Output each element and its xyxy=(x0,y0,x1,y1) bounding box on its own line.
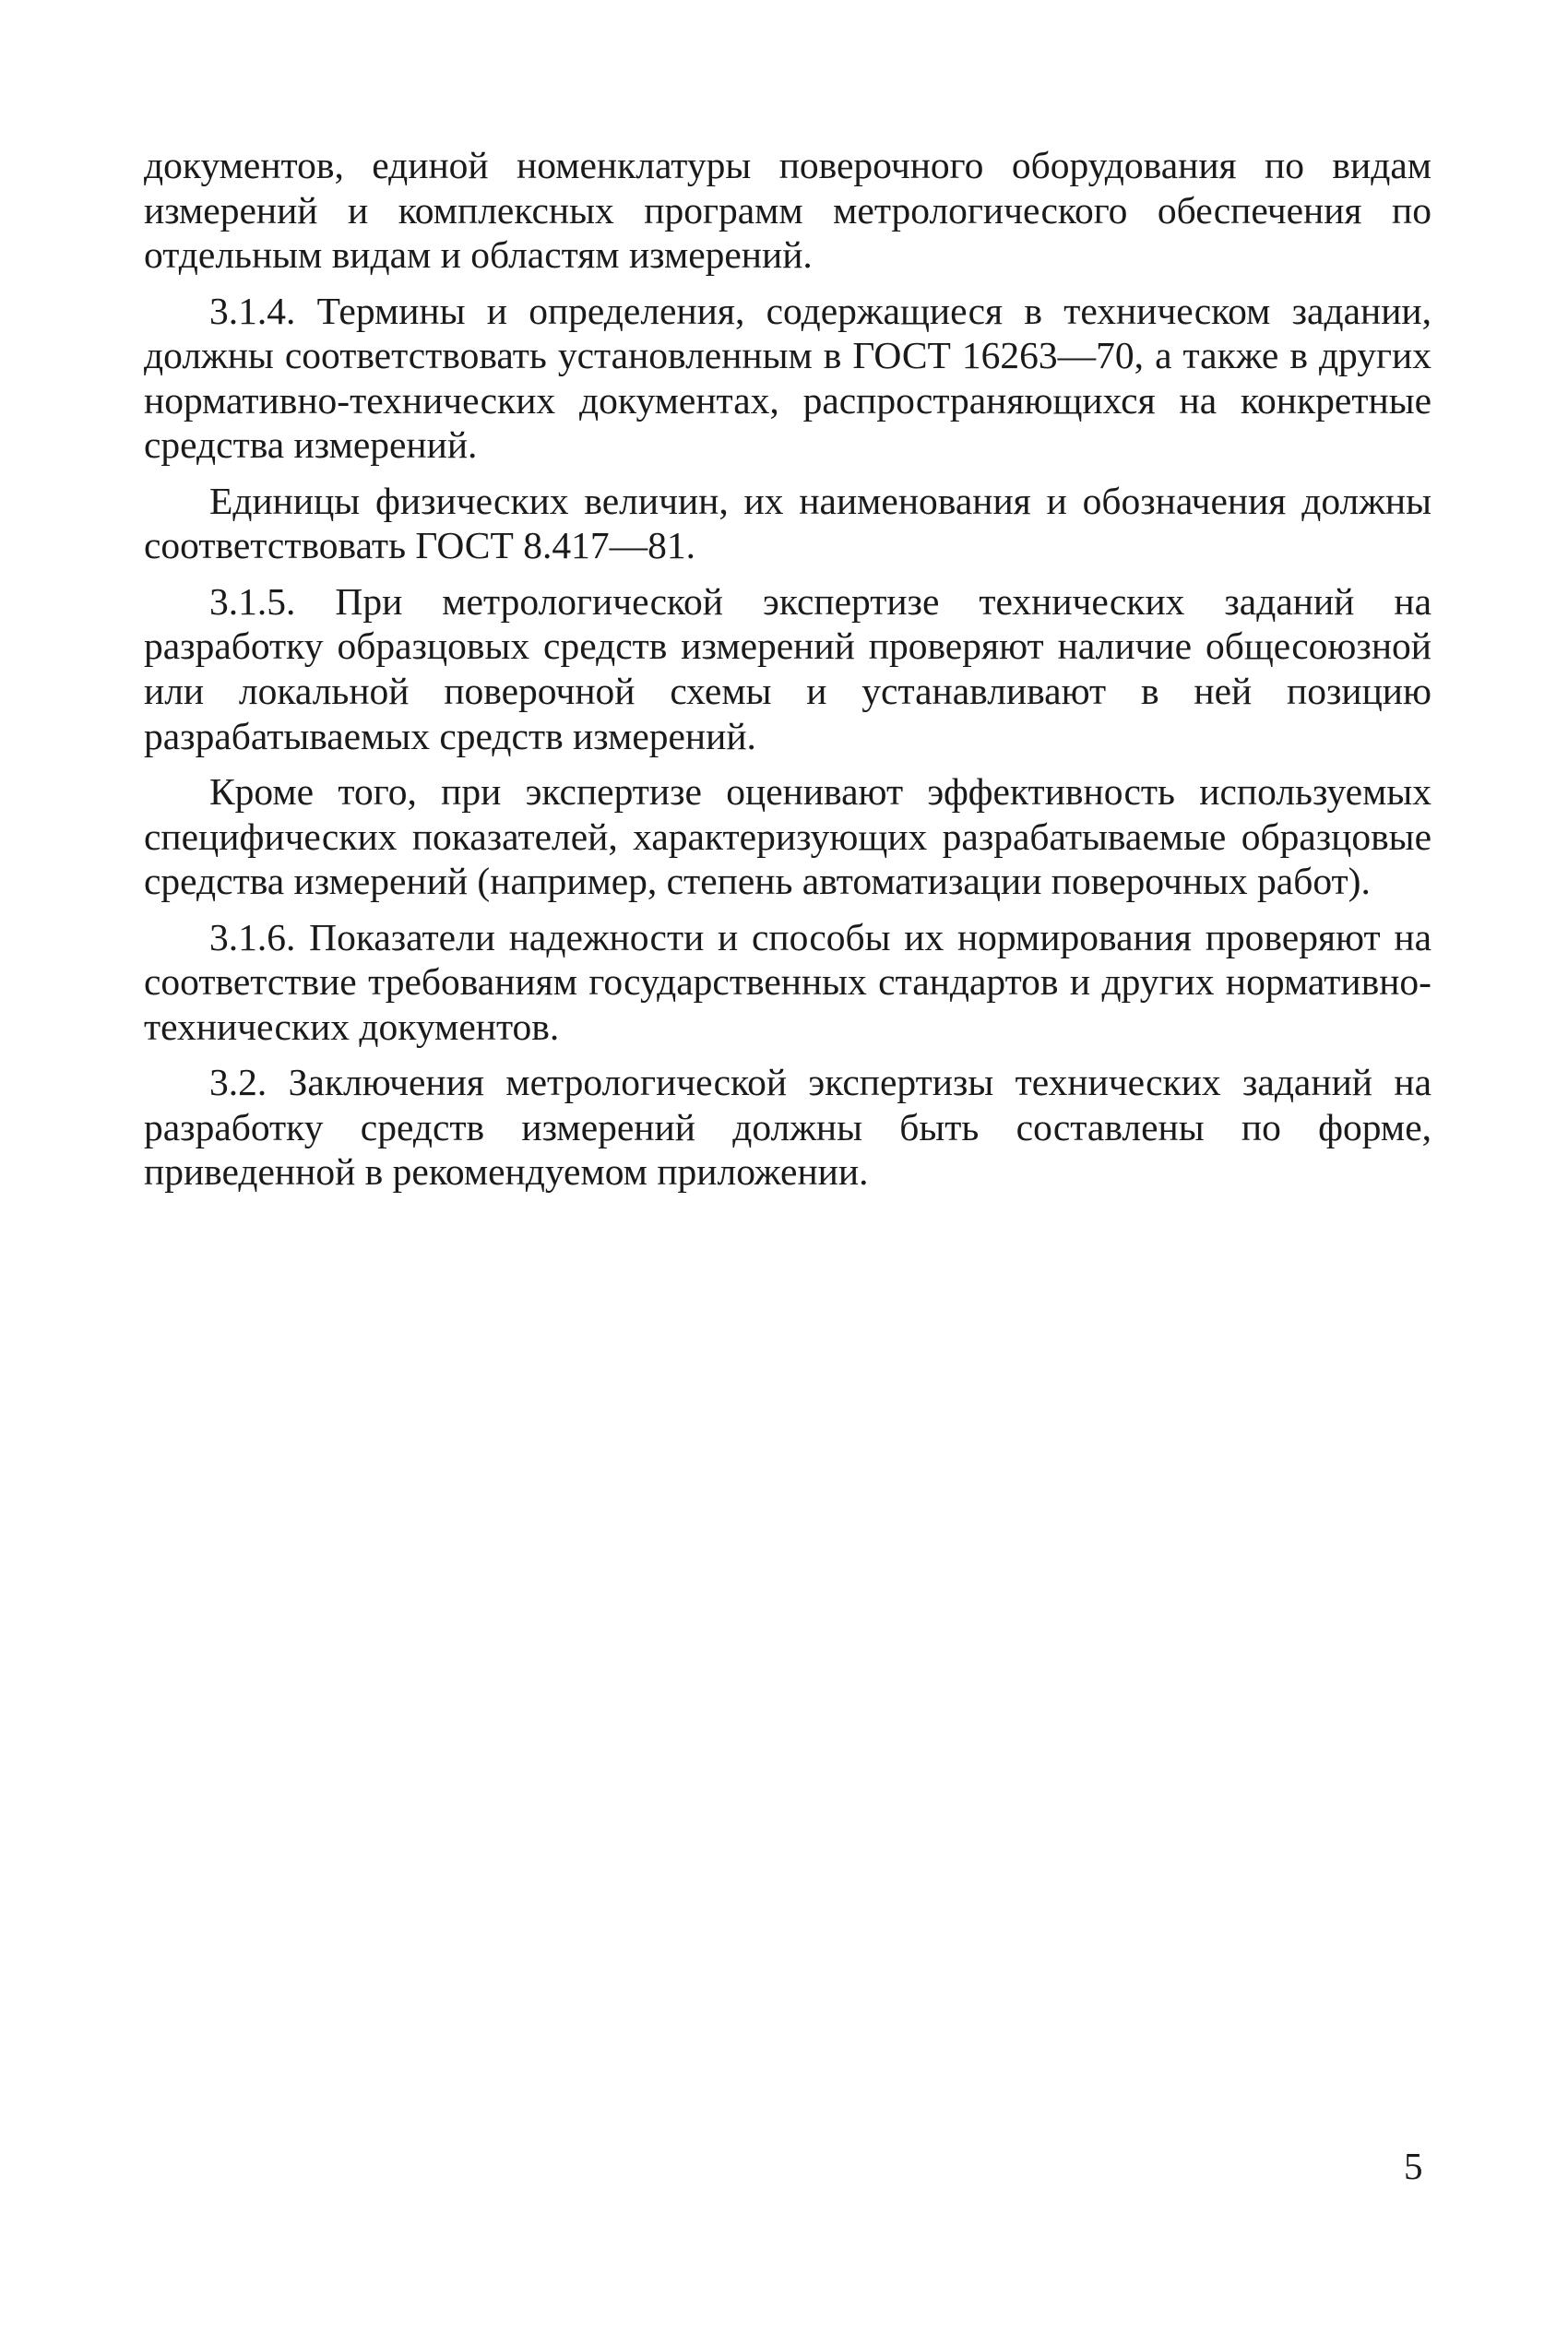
page-number: 5 xyxy=(1404,2145,1423,2187)
paragraph-3-2: 3.2. Заключения метрологической экспертизы технических заданий на разработку средств измерений должны быть составлены по форме, приведенной в рекомендуемом приложении. xyxy=(144,1061,1431,1194)
paragraph-continuation: документов, единой номенклатуры поверочного оборудования по видам измерений и комплексных программ метрологического обеспечения по отдельным видам и областям измерений. xyxy=(144,144,1431,277)
paragraph-besides: Кроме того, при экспертизе оценивают эффективность используемых специфических показателей, характеризующих разрабатываемые образцовые средства измерений (например, степень автоматизации поверочных работ). xyxy=(144,770,1431,903)
body-text xyxy=(144,143,1431,1206)
paragraph-3-1-4: 3.1.4. Термины и определения, содержащиеся в техническом задании, должны соответствовать установленным в ГОСТ 16263—70, а также в других нормативно-технических документах, распространяющихся на конкретные средства измерений. xyxy=(144,289,1431,467)
paragraph-3-1-6: 3.1.6. Показатели надежности и способы их нормирования проверяют на соответствие требованиям государственных стандартов и других нормативно-технических документов. xyxy=(144,915,1431,1048)
paragraph-3-1-5: 3.1.5. При метрологической экспертизе технических заданий на разработку образцовых средств измерений проверяют наличие общесоюзной или локальной поверочной схемы и устанавливают в ней позицию разрабатываемых средств измерений. xyxy=(144,579,1431,757)
paragraph-units: Единицы физических величин, их наименования и обозначения должны соответствовать ГОСТ 8.417—81. xyxy=(144,479,1431,567)
